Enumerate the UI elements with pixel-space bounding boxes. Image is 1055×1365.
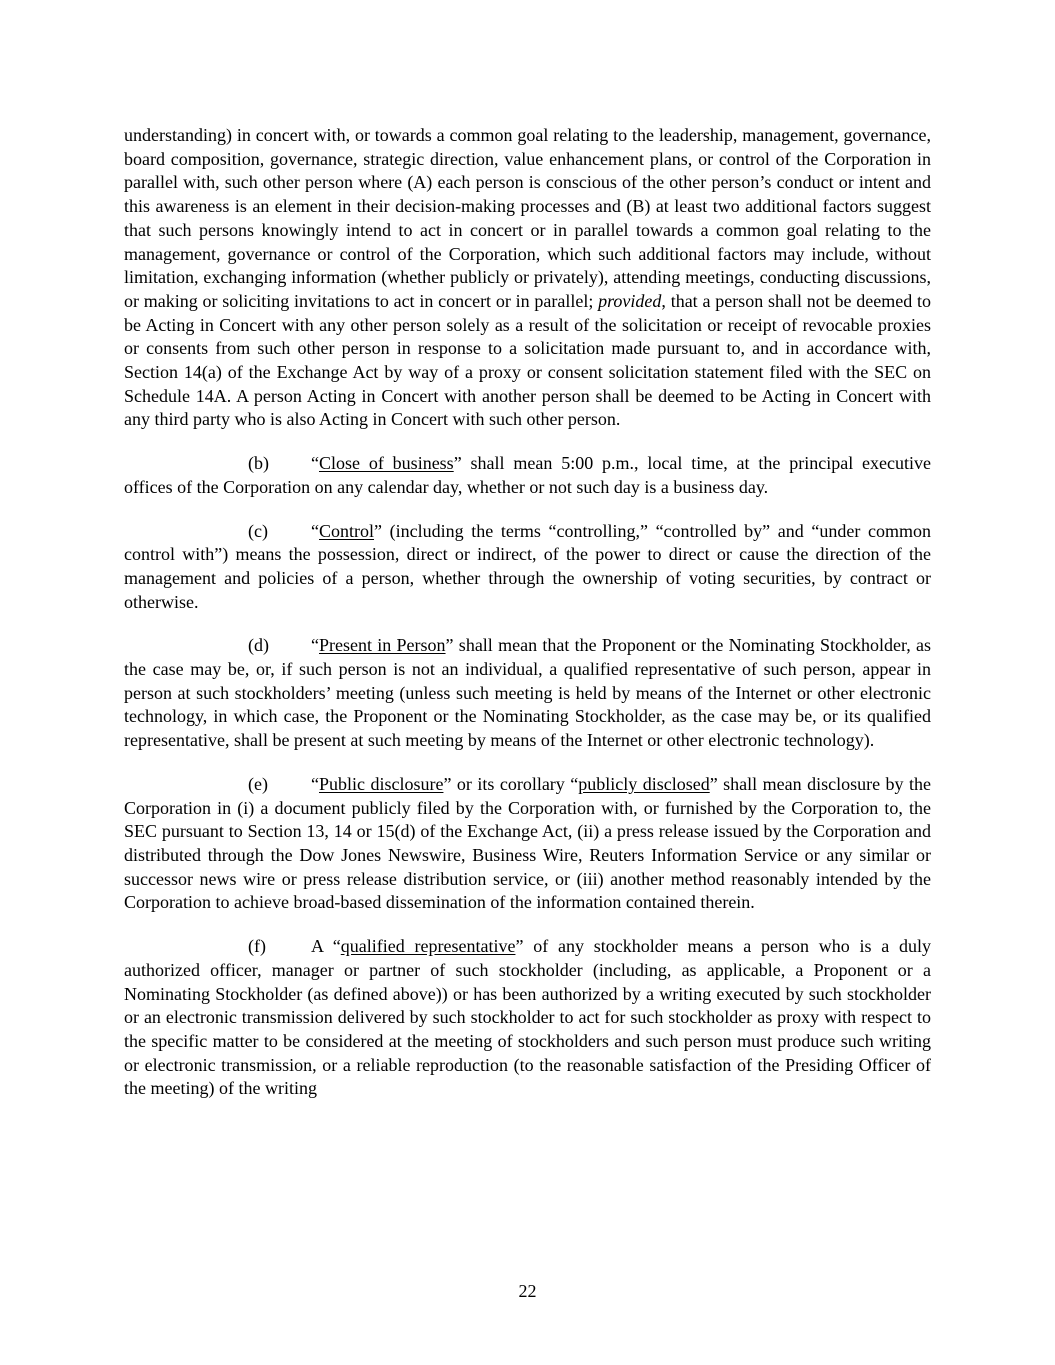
definition-text: ” (including the terms “controlling,” “controlled by” and “under common control with”) means the possession, direct or indirect, of the power to direct or cause the direction of the management and policies of a person, whether through the ownership of voting securities, by contract or otherwise. [124,520,931,612]
definition-text: ” shall mean 5:00 p.m., local time, at the principal executive offices of the Corporation on any calendar day, whether or not such day is a business day. [124,453,932,497]
defined-term: Control [319,520,375,541]
paragraph-present-in-person [124,634,931,753]
document-body [124,124,931,1121]
definition-text: ” or its corollary “ [443,773,579,794]
page-number: 22 [518,1281,537,1301]
italic-term-provided: provided [598,290,662,311]
definition-text: ” of any stockholder means a person who is a duly authorized officer, manager or partner of such stockholder (including, as applicable, a Proponent or a Nominating Stockholder (as defined above)) or has been authorized by a writing executed by such stockholder or an electronic transmission delivered by such stockholder to act for such stockholder as proxy with respect to the specific matter to be considered at the meeting of stockholders and such person must produce such writing or electronic transmission, or a reliable reproduction (to the reasonable satisfaction of the Presiding Officer of the meeting) of the writing [124,936,931,1099]
definition-text: ” shall mean disclosure by the Corporation in (i) a document publicly filed by the Corporation with, or furnished by the Corporation to, the SEC pursuant to Section 13, 14 or 15(d) of the Exchange Act, (ii) a press release issued by the Corporation and distributed through the Dow Jones Newswire, Business Wire, Reuters Information Service or any similar or successor news wire or press release distribution service, or (iii) another method reasonably intended by the Corporation to achieve broad-based dissemination of the information contained therein. [124,773,931,913]
item-label: (b) [248,453,269,474]
open-quote: “ [311,453,319,474]
item-label: (d) [248,635,269,656]
defined-term: Public disclosure [319,773,444,794]
item-label: (e) [248,773,268,794]
open-quote: “ [311,520,319,541]
open-quote: A “ [311,936,341,957]
paragraph-text: understanding) in concert with, or towards a common goal relating to the leadership, management, governance, board composition, governance, strategic direction, value enhancement plans, or control of the Corporation in parallel with, such other person where (A) each person is conscious of the other person’s conduct or intent and this awareness is an element in their decision-making processes and (B) at least two additional factors suggest that such persons knowingly intend to act in concert or in parallel towards a common goal relating to the management, governance or control of the Corporation, which such additional factors may include, without limitation, exchanging information (whether publicly or privately), attending meetings, conducting discussions, or making or soliciting invitations to act in concert or in parallel; [124,125,931,311]
defined-term: Close of business [319,453,454,474]
defined-term: qualified representative [340,936,516,957]
defined-term: Present in Person [319,635,446,656]
item-label: (f) [248,936,266,957]
paragraph-close-of-business [124,452,931,499]
defined-term: publicly disclosed [578,773,710,794]
paragraph-acting-in-concert-continued [124,124,931,432]
paragraph-qualified-representative [124,935,931,1101]
open-quote: “ [311,635,319,656]
open-quote: “ [311,773,319,794]
paragraph-text: , that a person shall not be deemed to be Acting in Concert with any other person solely as a result of the solicitation or receipt of revocable proxies or consents from such other person in response to a solicitation made pursuant to, and in accordance with, Section 14(a) of the Exchange Act by way of a proxy or consent solicitation statement filed with the SEC on Schedule 14A. A person Acting in Concert with another person shall be deemed to be Acting in Concert with any third party who is also Acting in Concert with such other person. [124,290,931,430]
item-label: (c) [248,520,268,541]
paragraph-control [124,520,931,615]
definition-text: ” shall mean that the Proponent or the Nominating Stockholder, as the case may be, or, if such person is not an individual, a qualified representative of such person, appear in person at such stockholders’ meeting (unless such meeting is held by means of the Internet or other electronic technology, in which case, the Proponent or the Nominating Stockholder, as the case may be, or its qualified representative, shall be present at such meeting by means of the Internet or other electronic technology). [124,635,931,751]
paragraph-public-disclosure [124,773,931,915]
